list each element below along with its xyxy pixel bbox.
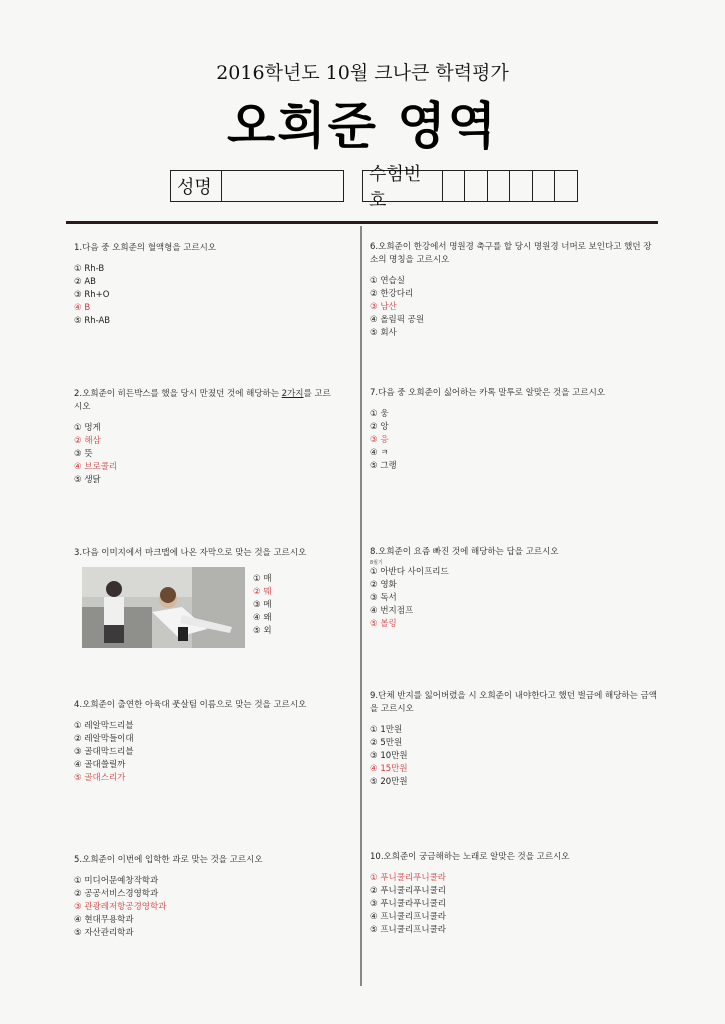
- question-stem: 10.오희준이 궁금해하는 노래로 알맞은 것을 고르시오: [370, 852, 570, 862]
- answer-option[interactable]: ④ 번지점프: [370, 606, 414, 616]
- question-4: [74, 699, 350, 785]
- question-stem: 7.다음 중 오희준이 싫어하는 카톡 말투로 알맞은 것을 고르시오: [370, 388, 606, 398]
- answer-option[interactable]: ① 매: [253, 574, 272, 584]
- underlined-emphasis: 2가지: [281, 389, 304, 399]
- name-label: 성명: [171, 171, 222, 201]
- exam-number-box: [362, 164, 578, 211]
- question-9: [370, 690, 658, 789]
- question-stem: 5.오희준이 이번에 입학한 과로 맞는 것을 고르시오: [74, 855, 263, 865]
- answer-option[interactable]: ① 멍게: [74, 423, 101, 433]
- exam-number-digit[interactable]: [533, 171, 556, 201]
- answer-option[interactable]: ⑤ 프니쿨리프니쿨라: [370, 925, 447, 935]
- answer-option[interactable]: ② 영화: [370, 580, 397, 590]
- exam-number-digit[interactable]: [488, 171, 511, 201]
- answer-option-correct[interactable]: ③ 응: [370, 435, 389, 445]
- answer-option-correct[interactable]: ② 뭬: [253, 587, 272, 597]
- answer-option[interactable]: ⑤ 생닭: [74, 475, 101, 485]
- answer-option-correct[interactable]: ③ 남산: [370, 302, 397, 312]
- question-stem: 9.단체 반지를 잃어버렸을 시 오희준이 내야한다고 했던 벌금에 해당하는 금액을 고르시오: [370, 691, 657, 714]
- exam-number-label: 수험번호: [363, 171, 443, 201]
- exam-number-digit[interactable]: [443, 171, 466, 201]
- answer-option[interactable]: ① 1만원: [370, 725, 403, 735]
- answer-option[interactable]: ② 공공서비스경영학과: [74, 889, 159, 899]
- question-3: [74, 547, 350, 568]
- answer-option[interactable]: ① 아반다 사이프리드: [370, 567, 449, 577]
- question-7: [370, 387, 658, 473]
- answer-option[interactable]: ③ 메: [253, 600, 272, 610]
- answer-option[interactable]: ① 미디어문예창작학과: [74, 876, 159, 886]
- answer-option[interactable]: ⑤ 20만원: [370, 777, 408, 787]
- question-stem: 1.다음 중 오희준의 혈액형을 고르시오: [74, 243, 217, 253]
- answer-option[interactable]: ④ 프니쿨리프니쿨라: [370, 912, 447, 922]
- answer-option[interactable]: ② 앙: [370, 422, 389, 432]
- question-stem: 8.오희준이 요즘 빠진 것에 해당하는 답을 고르시오: [370, 547, 559, 557]
- name-field[interactable]: [222, 171, 343, 201]
- answer-option[interactable]: ③ Rh+O: [74, 290, 110, 300]
- answer-option[interactable]: ③ 독서: [370, 593, 397, 603]
- question-10: [370, 851, 658, 937]
- exam-number-digit[interactable]: [465, 171, 488, 201]
- photo-illustration: [82, 567, 245, 648]
- column-divider: [360, 226, 362, 986]
- question-stem: 2.오희준이 히든박스를 했을 당시 만졌던 것에 해당하는 2가지를 고르시오: [74, 389, 331, 412]
- question-8: [370, 546, 658, 631]
- answer-option[interactable]: ④ 왜: [253, 613, 272, 623]
- exam-subtitle: 2016학년도 10월 크나큰 학력평가: [216, 62, 509, 84]
- answer-option[interactable]: ⑤ 그랭: [370, 461, 397, 471]
- question-1: [74, 242, 350, 328]
- answer-option[interactable]: ④ ㅋ: [370, 448, 389, 458]
- name-box: [170, 170, 344, 202]
- answer-option[interactable]: ② AB: [74, 277, 96, 287]
- answer-option-correct[interactable]: ⑤ 골대스리가: [74, 773, 126, 783]
- answer-option[interactable]: ② 한강다리: [370, 289, 414, 299]
- answer-option[interactable]: ③ 뜻: [74, 449, 93, 459]
- question-3-photo: [82, 567, 245, 648]
- answer-option[interactable]: ① Rh-B: [74, 264, 105, 274]
- answer-option[interactable]: ② 푸니쿨리푸니쿨리: [370, 886, 447, 896]
- header-divider: [66, 221, 658, 224]
- question-stem: 4.오희준이 출연한 아육대 풋살팀 이름으로 맞는 것을 고르시오: [74, 700, 307, 710]
- answer-option-correct[interactable]: ⑤ 볼링: [370, 619, 397, 629]
- question-5: [74, 854, 350, 940]
- answer-option[interactable]: ④ 골대쓸릴까: [74, 760, 126, 770]
- exam-number-digit[interactable]: [510, 171, 533, 201]
- answer-option[interactable]: ③ 푸니쿨라푸니쿨리: [370, 899, 447, 909]
- answer-option-correct[interactable]: ① 푸니쿨리푸니쿨라: [370, 873, 447, 883]
- question-3-options: [253, 573, 343, 638]
- answer-option[interactable]: ① 연습실: [370, 276, 405, 286]
- answer-option[interactable]: ④ 현대무용학과: [74, 915, 134, 925]
- answer-option-correct[interactable]: ② 해삼: [74, 436, 101, 446]
- answer-option[interactable]: ⑤ 자산관리학과: [74, 928, 134, 938]
- answer-option[interactable]: ④ 올림픽 공원: [370, 315, 425, 325]
- answer-option[interactable]: ② 레알막들이대: [74, 734, 134, 744]
- question-stem: 3.다음 이미지에서 마크맵에 나온 자막으로 맞는 것을 고르시오: [74, 548, 307, 558]
- answer-option[interactable]: ① 웅: [370, 409, 389, 419]
- answer-option[interactable]: ② 5만원: [370, 738, 403, 748]
- question-stem: 6.오희준이 한강에서 명원경 축구를 할 당시 명원경 너머로 보인다고 했던 장소의 명칭을 고르시오: [370, 242, 652, 265]
- question-6: [370, 241, 658, 340]
- answer-option[interactable]: ⑤ 회사: [370, 328, 397, 338]
- answer-option[interactable]: ⑤ 외: [253, 626, 272, 636]
- answer-option[interactable]: ③ 10만원: [370, 751, 408, 761]
- exam-title: 오희준 영역: [227, 97, 498, 155]
- answer-option-correct[interactable]: ④ 브로콜리: [74, 462, 118, 472]
- answer-option-correct[interactable]: ④ 15만원: [370, 764, 408, 774]
- answer-option[interactable]: ① 레알막드리블: [74, 721, 134, 731]
- answer-option[interactable]: ③ 골대막드리블: [74, 747, 134, 757]
- answer-option-correct[interactable]: ④ B: [74, 303, 91, 313]
- exam-number-digit[interactable]: [555, 171, 577, 201]
- answer-option[interactable]: ⑤ Rh-AB: [74, 316, 111, 326]
- question-2: [74, 388, 336, 487]
- question-note: 8월기: [370, 560, 383, 566]
- answer-option-correct[interactable]: ③ 관광레저항공경영학과: [74, 902, 167, 912]
